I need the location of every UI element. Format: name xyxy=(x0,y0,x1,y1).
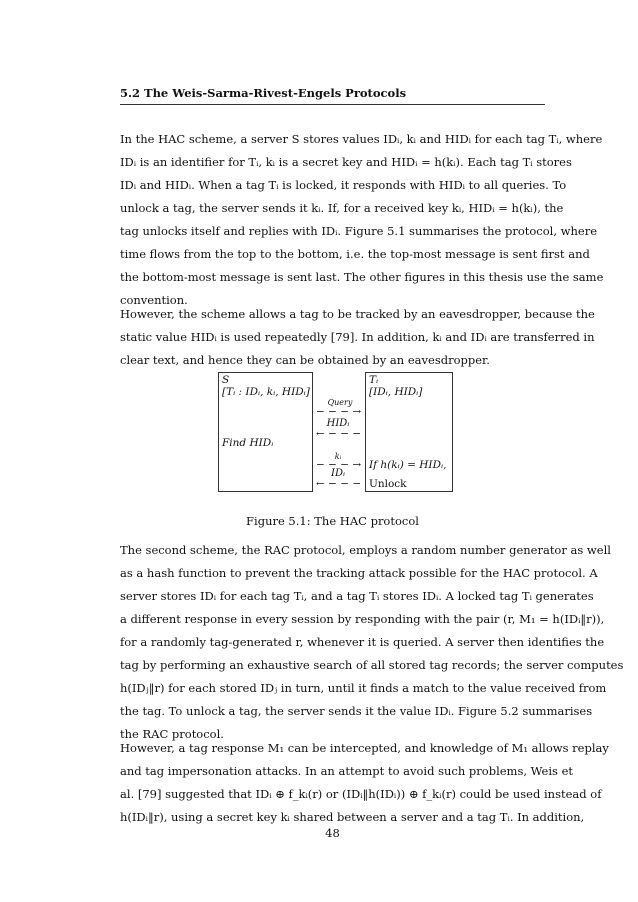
text-line: the RAC protocol. xyxy=(120,727,224,741)
text-line: convention. xyxy=(120,293,188,307)
figure-caption: Figure 5.1: The HAC protocol xyxy=(246,514,419,528)
text-line: IDᵢ and HIDᵢ. When a tag Tᵢ is locked, it responds with HIDᵢ to all queries. To xyxy=(120,178,567,192)
text-line: However, the scheme allows a tag to be tracked by an eavesdropper, because the xyxy=(120,307,595,321)
message-label-key: kᵢ xyxy=(334,452,342,461)
message-label-hid: HIDᵢ xyxy=(326,418,350,429)
text-line: the bottom-most message is sent last. The other figures in this thesis use the same xyxy=(120,270,604,284)
tag-name: Tᵢ xyxy=(369,374,379,386)
text-line: for a randomly tag-generated r, whenever it is queried. A server then identifies the xyxy=(120,635,605,649)
paragraph-tracking xyxy=(120,303,595,372)
text-line: tag unlocks itself and replies with IDᵢ. Figure 5.1 summarises the protocol, where xyxy=(120,224,597,238)
section-header: 5.2 The Weis-Sarma-Rivest-Engels Protocols xyxy=(120,86,407,100)
arrow-left: ← − − − xyxy=(316,478,362,490)
server-action: Find HIDᵢ xyxy=(222,437,274,449)
text-line: h(IDᵢ‖r), using a secret key kᵢ shared between a server and a tag Tᵢ. In addition, xyxy=(120,810,585,824)
text-line: server stores IDᵢ for each tag Tᵢ, and a tag Tᵢ stores IDᵢ. A locked tag Tᵢ generates xyxy=(120,589,594,603)
message-label-id: IDᵢ xyxy=(331,468,345,479)
text-line: tag by performing an exhaustive search of all stored tag records; the server computes xyxy=(120,658,624,672)
text-line: The second scheme, the RAC protocol, employs a random number generator as well xyxy=(120,543,611,557)
tag-store: [IDᵢ, HIDᵢ] xyxy=(369,386,423,398)
page-number: 48 xyxy=(325,826,340,840)
tag-check: If h(kᵢ) = HIDᵢ, xyxy=(369,459,447,471)
text-line: clear text, and hence they can be obtained by an eavesdropper. xyxy=(120,353,490,367)
server-store: [Tᵢ : IDᵢ, kᵢ, HIDᵢ] xyxy=(222,386,310,398)
text-line: and tag impersonation attacks. In an attempt to avoid such problems, Weis et xyxy=(120,764,574,778)
paragraph-rac xyxy=(120,539,624,746)
text-line: static value HIDᵢ is used repeatedly [79]. In addition, kᵢ and IDᵢ are transferred in xyxy=(120,330,595,344)
text-line: However, a tag response M₁ can be intercepted, and knowledge of M₁ allows replay xyxy=(120,741,609,755)
text-line: as a hash function to prevent the tracking attack possible for the HAC protocol. A xyxy=(120,566,598,580)
text-line: time flows from the top to the bottom, i.e. the top-most message is sent first and xyxy=(120,247,590,261)
text-line: IDᵢ is an identifier for Tᵢ, kᵢ is a secret key and HIDᵢ = h(kᵢ). Each tag Tᵢ stores xyxy=(120,155,572,169)
text-line: In the HAC scheme, a server S stores values IDᵢ, kᵢ and HIDᵢ for each tag Tᵢ, where xyxy=(120,132,603,146)
text-line: h(IDⱼ‖r) for each stored IDⱼ in turn, until it finds a match to the value received from xyxy=(120,681,607,695)
text-line: the tag. To unlock a tag, the server sends it the value IDᵢ. Figure 5.2 summarises xyxy=(120,704,593,718)
header-rule xyxy=(120,104,545,105)
server-name: S xyxy=(222,374,230,386)
message-label-query: Query xyxy=(327,398,353,407)
text-line: a different response in every session by responding with the pair (r, M₁ = h(IDᵢ‖r)), xyxy=(120,612,605,626)
text-line: al. [79] suggested that IDᵢ ⊕ f_kᵢ(r) or (IDᵢ‖h(IDᵢ)) ⊕ f_kᵢ(r) could be used instead of xyxy=(120,787,602,801)
tag-action: Unlock xyxy=(369,478,407,490)
text-line: unlock a tag, the server sends it kᵢ. If, for a received key kᵢ, HIDᵢ = h(kᵢ), the xyxy=(120,201,564,215)
arrow-left: ← − − − xyxy=(316,428,362,440)
paragraph-hac xyxy=(120,128,604,312)
paragraph-replay xyxy=(120,737,609,829)
arrow-right: − − − → xyxy=(316,459,362,471)
arrow-right: − − − → xyxy=(316,406,362,418)
hac-protocol-figure xyxy=(218,372,452,491)
